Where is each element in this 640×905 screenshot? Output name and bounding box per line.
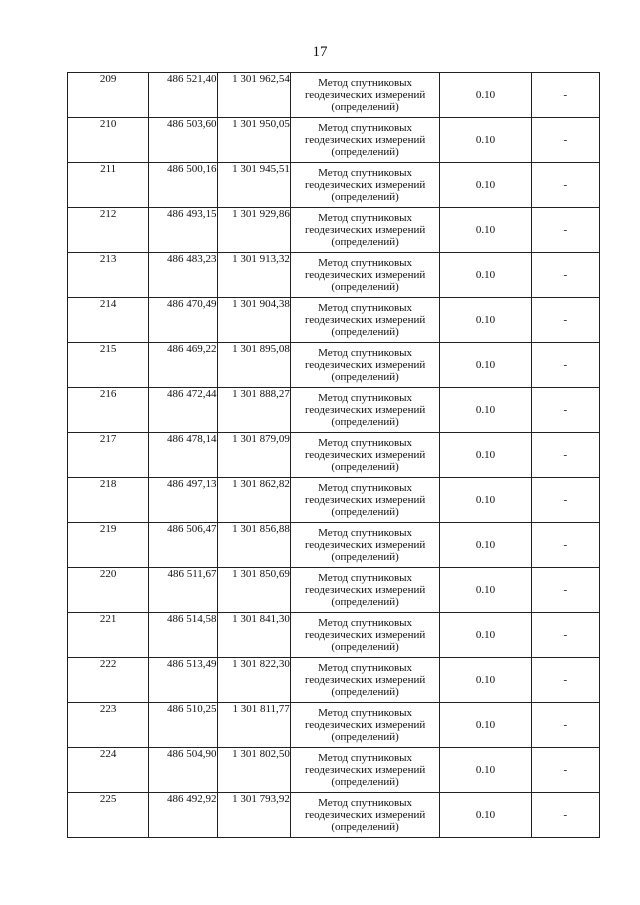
accuracy-cell: 0.10 <box>440 433 531 478</box>
page-number: 17 <box>312 44 328 60</box>
method-text-line: (определений) <box>331 191 399 203</box>
table-row <box>68 73 600 118</box>
method-text-line: Метод спутниковых <box>318 707 413 719</box>
y-coordinate-cell: 1 301 929,86 <box>217 208 290 253</box>
point-number-cell: 223 <box>68 703 149 748</box>
method-text-line: (определений) <box>331 596 399 608</box>
coordinates-table <box>67 72 600 838</box>
method-text-line: Метод спутниковых <box>318 392 413 404</box>
note-cell: - <box>531 253 599 298</box>
y-coordinate-cell: 1 301 895,08 <box>217 343 290 388</box>
table-row <box>68 658 600 703</box>
point-number-cell: 224 <box>68 748 149 793</box>
method-cell <box>290 703 440 748</box>
method-text-line: (определений) <box>331 506 399 518</box>
note-cell: - <box>531 163 599 208</box>
method-cell <box>290 613 440 658</box>
method-text-line: (определений) <box>331 686 399 698</box>
table-row <box>68 748 600 793</box>
method-text-line: геодезических измерений <box>304 134 426 146</box>
x-coordinate-cell: 486 469,22 <box>149 343 217 388</box>
method-text-line: Метод спутниковых <box>318 797 413 809</box>
method-text-line: (определений) <box>331 776 399 788</box>
table-row <box>68 433 600 478</box>
method-text-line: геодезических измерений <box>304 494 426 506</box>
method-cell <box>290 658 440 703</box>
method-text-line: геодезических измерений <box>304 719 426 731</box>
point-number-cell: 220 <box>68 568 149 613</box>
note-cell: - <box>531 298 599 343</box>
point-number-cell: 211 <box>68 163 149 208</box>
point-number-cell: 225 <box>68 793 149 838</box>
method-text-line: геодезических измерений <box>304 449 426 461</box>
method-cell <box>290 388 440 433</box>
method-text-line: (определений) <box>331 281 399 293</box>
method-cell <box>290 208 440 253</box>
x-coordinate-cell: 486 470,49 <box>149 298 217 343</box>
method-text-line: (определений) <box>331 551 399 563</box>
accuracy-cell: 0.10 <box>440 163 531 208</box>
method-text-line: геодезических измерений <box>304 584 426 596</box>
x-coordinate-cell: 486 511,67 <box>149 568 217 613</box>
x-coordinate-cell: 486 497,13 <box>149 478 217 523</box>
y-coordinate-cell: 1 301 945,51 <box>217 163 290 208</box>
method-text-line: геодезических измерений <box>304 224 426 236</box>
method-text-line: геодезических измерений <box>304 359 426 371</box>
method-text-line: Метод спутниковых <box>318 437 413 449</box>
note-cell: - <box>531 793 599 838</box>
method-text-line: геодезических измерений <box>304 809 426 821</box>
note-cell: - <box>531 433 599 478</box>
accuracy-cell: 0.10 <box>440 523 531 568</box>
x-coordinate-cell: 486 513,49 <box>149 658 217 703</box>
method-text-line: Метод спутниковых <box>318 572 413 584</box>
method-text-line: Метод спутниковых <box>318 212 413 224</box>
method-text-line: (определений) <box>331 461 399 473</box>
y-coordinate-cell: 1 301 888,27 <box>217 388 290 433</box>
method-text-line: геодезических измерений <box>304 404 426 416</box>
note-cell: - <box>531 478 599 523</box>
method-text-line: геодезических измерений <box>304 539 426 551</box>
y-coordinate-cell: 1 301 962,54 <box>217 73 290 118</box>
y-coordinate-cell: 1 301 822,30 <box>217 658 290 703</box>
y-coordinate-cell: 1 301 950,05 <box>217 118 290 163</box>
method-text-line: геодезических измерений <box>304 269 426 281</box>
accuracy-cell: 0.10 <box>440 748 531 793</box>
accuracy-cell: 0.10 <box>440 478 531 523</box>
y-coordinate-cell: 1 301 850,69 <box>217 568 290 613</box>
note-cell: - <box>531 208 599 253</box>
method-cell <box>290 118 440 163</box>
point-number-cell: 213 <box>68 253 149 298</box>
method-cell <box>290 298 440 343</box>
accuracy-cell: 0.10 <box>440 703 531 748</box>
y-coordinate-cell: 1 301 856,88 <box>217 523 290 568</box>
accuracy-cell: 0.10 <box>440 73 531 118</box>
method-text-line: Метод спутниковых <box>318 752 413 764</box>
x-coordinate-cell: 486 514,58 <box>149 613 217 658</box>
accuracy-cell: 0.10 <box>440 388 531 433</box>
table-row <box>68 163 600 208</box>
y-coordinate-cell: 1 301 811,77 <box>217 703 290 748</box>
note-cell: - <box>531 73 599 118</box>
method-text-line: Метод спутниковых <box>318 122 413 134</box>
method-cell <box>290 523 440 568</box>
point-number-cell: 214 <box>68 298 149 343</box>
method-text-line: геодезических измерений <box>304 764 426 776</box>
note-cell: - <box>531 118 599 163</box>
point-number-cell: 219 <box>68 523 149 568</box>
method-text-line: Метод спутниковых <box>318 167 413 179</box>
method-text-line: (определений) <box>331 101 399 113</box>
method-text-line: Метод спутниковых <box>318 257 413 269</box>
point-number-cell: 210 <box>68 118 149 163</box>
method-text-line: (определений) <box>331 236 399 248</box>
point-number-cell: 215 <box>68 343 149 388</box>
point-number-cell: 218 <box>68 478 149 523</box>
method-cell <box>290 748 440 793</box>
table-row <box>68 253 600 298</box>
table-row <box>68 613 600 658</box>
note-cell: - <box>531 703 599 748</box>
method-text-line: Метод спутниковых <box>318 662 413 674</box>
method-text-line: (определений) <box>331 821 399 833</box>
y-coordinate-cell: 1 301 879,09 <box>217 433 290 478</box>
method-text-line: геодезических измерений <box>304 674 426 686</box>
method-text-line: Метод спутниковых <box>318 77 413 89</box>
accuracy-cell: 0.10 <box>440 793 531 838</box>
method-text-line: (определений) <box>331 326 399 338</box>
point-number-cell: 217 <box>68 433 149 478</box>
table-row <box>68 703 600 748</box>
x-coordinate-cell: 486 492,92 <box>149 793 217 838</box>
note-cell: - <box>531 343 599 388</box>
accuracy-cell: 0.10 <box>440 118 531 163</box>
x-coordinate-cell: 486 483,23 <box>149 253 217 298</box>
note-cell: - <box>531 658 599 703</box>
table-row <box>68 343 600 388</box>
point-number-cell: 216 <box>68 388 149 433</box>
accuracy-cell: 0.10 <box>440 568 531 613</box>
point-number-cell: 222 <box>68 658 149 703</box>
accuracy-cell: 0.10 <box>440 253 531 298</box>
method-text-line: (определений) <box>331 416 399 428</box>
x-coordinate-cell: 486 500,16 <box>149 163 217 208</box>
method-cell <box>290 73 440 118</box>
method-text-line: (определений) <box>331 641 399 653</box>
method-text-line: (определений) <box>331 731 399 743</box>
table-row <box>68 298 600 343</box>
accuracy-cell: 0.10 <box>440 298 531 343</box>
note-cell: - <box>531 748 599 793</box>
table-row <box>68 523 600 568</box>
table-row <box>68 208 600 253</box>
x-coordinate-cell: 486 493,15 <box>149 208 217 253</box>
y-coordinate-cell: 1 301 802,50 <box>217 748 290 793</box>
method-text-line: геодезических измерений <box>304 314 426 326</box>
table-row <box>68 118 600 163</box>
x-coordinate-cell: 486 521,40 <box>149 73 217 118</box>
method-text-line: Метод спутниковых <box>318 482 413 494</box>
x-coordinate-cell: 486 510,25 <box>149 703 217 748</box>
table-body <box>68 73 600 838</box>
method-cell <box>290 793 440 838</box>
method-cell <box>290 343 440 388</box>
x-coordinate-cell: 486 506,47 <box>149 523 217 568</box>
x-coordinate-cell: 486 478,14 <box>149 433 217 478</box>
method-text-line: Метод спутниковых <box>318 347 413 359</box>
method-text-line: геодезических измерений <box>304 179 426 191</box>
method-cell <box>290 478 440 523</box>
method-cell <box>290 163 440 208</box>
accuracy-cell: 0.10 <box>440 343 531 388</box>
y-coordinate-cell: 1 301 793,92 <box>217 793 290 838</box>
accuracy-cell: 0.10 <box>440 613 531 658</box>
accuracy-cell: 0.10 <box>440 658 531 703</box>
note-cell: - <box>531 523 599 568</box>
note-cell: - <box>531 568 599 613</box>
point-number-cell: 212 <box>68 208 149 253</box>
method-text-line: геодезических измерений <box>304 89 426 101</box>
note-cell: - <box>531 613 599 658</box>
table-row <box>68 793 600 838</box>
x-coordinate-cell: 486 503,60 <box>149 118 217 163</box>
method-cell <box>290 568 440 613</box>
table-row <box>68 568 600 613</box>
y-coordinate-cell: 1 301 862,82 <box>217 478 290 523</box>
method-text-line: Метод спутниковых <box>318 527 413 539</box>
y-coordinate-cell: 1 301 904,38 <box>217 298 290 343</box>
method-text-line: Метод спутниковых <box>318 617 413 629</box>
method-text-line: (определений) <box>331 146 399 158</box>
x-coordinate-cell: 486 504,90 <box>149 748 217 793</box>
note-cell: - <box>531 388 599 433</box>
point-number-cell: 221 <box>68 613 149 658</box>
y-coordinate-cell: 1 301 841,30 <box>217 613 290 658</box>
method-text-line: геодезических измерений <box>304 629 426 641</box>
point-number-cell: 209 <box>68 73 149 118</box>
method-text-line: Метод спутниковых <box>318 302 413 314</box>
x-coordinate-cell: 486 472,44 <box>149 388 217 433</box>
method-cell <box>290 433 440 478</box>
method-cell <box>290 253 440 298</box>
y-coordinate-cell: 1 301 913,32 <box>217 253 290 298</box>
accuracy-cell: 0.10 <box>440 208 531 253</box>
table-row <box>68 388 600 433</box>
method-text-line: (определений) <box>331 371 399 383</box>
table-row <box>68 478 600 523</box>
